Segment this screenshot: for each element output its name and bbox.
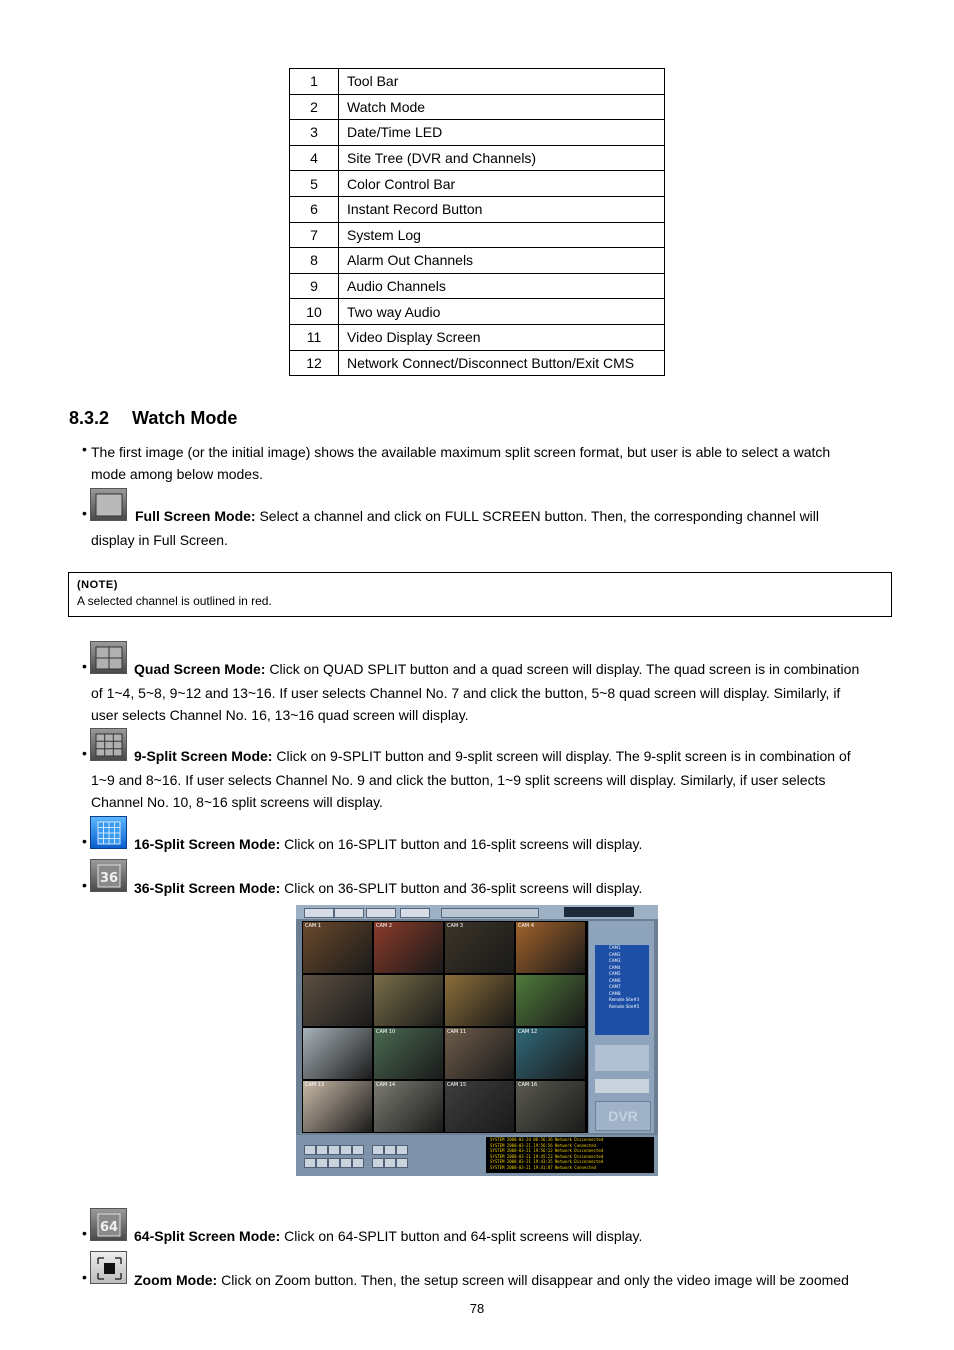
- camera-tile: [445, 975, 514, 1026]
- table-row: [290, 145, 665, 171]
- channel-key: [304, 1145, 316, 1155]
- camera-tile: [374, 1028, 443, 1079]
- row-label: Alarm Out Channels: [339, 248, 665, 274]
- channel-key: [396, 1158, 408, 1168]
- table-row: [290, 273, 665, 299]
- channel-key: [316, 1145, 328, 1155]
- nine-split-text: 9-Split Screen Mode: Click on 9-SPLIT button and 9-split screen will display. The 9-split screen is in combination of: [134, 748, 851, 764]
- note-box: [68, 572, 892, 617]
- quad-screen-icon: [90, 641, 127, 674]
- table-row: [290, 324, 665, 350]
- bullet-marker: •: [82, 877, 87, 893]
- cms-screenshot: [296, 905, 658, 1176]
- row-label: Video Display Screen: [339, 324, 665, 350]
- camera-tile: [445, 1081, 514, 1132]
- table-row: [290, 171, 665, 197]
- row-number: 8: [290, 248, 339, 274]
- dvr-logo: DVR: [595, 1101, 651, 1131]
- tree-item: Remote Site#3: [609, 997, 640, 1002]
- full-screen-text-line2: display in Full Screen.: [91, 532, 228, 548]
- table-row: [290, 299, 665, 325]
- table-row: [290, 248, 665, 274]
- sixtyfour-split-icon: [90, 1208, 127, 1241]
- channel-key: [396, 1145, 408, 1155]
- camera-label: CAM 1: [305, 923, 321, 929]
- row-label: Network Connect/Disconnect Button/Exit CMS: [339, 350, 665, 376]
- camera-tile: [516, 1028, 585, 1079]
- channel-key: [328, 1158, 340, 1168]
- camera-tile: [516, 922, 585, 973]
- intro-paragraph: [91, 441, 891, 485]
- row-label: Color Control Bar: [339, 171, 665, 197]
- video-display-screen: [302, 921, 588, 1133]
- table-row: [290, 350, 665, 376]
- note-title: (NOTE): [77, 579, 118, 591]
- toolbar-button: [304, 908, 334, 918]
- row-label: Tool Bar: [339, 69, 665, 95]
- sixteen-split-icon: [90, 816, 127, 849]
- log-entry: SYSTEM 2008-03-21 19:43:35 Network Disconnected: [490, 1159, 604, 1164]
- camera-tile: [303, 1028, 372, 1079]
- row-label: Watch Mode: [339, 94, 665, 120]
- tree-item: CAM4: [609, 964, 621, 970]
- tree-item: CAM2: [609, 951, 621, 957]
- camera-label: CAM 4: [518, 923, 534, 929]
- log-entry: SYSTEM 2008-03-24 06:56:36 Network Disconnected: [490, 1137, 604, 1142]
- camera-tile: [303, 922, 372, 973]
- row-number: 6: [290, 196, 339, 222]
- camera-tile: [516, 975, 585, 1026]
- channel-key: [372, 1158, 384, 1168]
- svg-text:64: 64: [99, 1220, 119, 1235]
- camera-tile: [303, 1081, 372, 1132]
- row-number: 10: [290, 299, 339, 325]
- channel-key: [384, 1158, 396, 1168]
- table-row: [290, 69, 665, 95]
- site-tree: [595, 945, 649, 1035]
- quad-screen-text-rest: of 1~4, 5~8, 9~12 and 13~16. If user selects Channel No. 7 and click the button, 5~8 quad screen will display. Similarly, if user selects Channel No. 16, 13~16 quad screen will display.: [91, 685, 841, 723]
- channel-key: [340, 1145, 352, 1155]
- camera-tile: [374, 975, 443, 1026]
- sixtyfour-split-text: 64-Split Screen Mode: Click on 64-SPLIT button and 64-split screens will display.: [134, 1228, 643, 1244]
- row-number: 5: [290, 171, 339, 197]
- camera-label: CAM 11: [447, 1029, 467, 1035]
- svg-text:36: 36: [99, 871, 119, 886]
- row-label: Date/Time LED: [339, 120, 665, 146]
- table-row: [290, 222, 665, 248]
- camera-tile: [445, 922, 514, 973]
- row-number: 3: [290, 120, 339, 146]
- row-number: 4: [290, 145, 339, 171]
- nine-split-text-rest: 1~9 and 8~16. If user selects Channel No. 9 and click the button, 1~9 split screens will display. Similarly, if user selects Channel No. 10, 8~16 split screens will display.: [91, 772, 826, 810]
- watch-mode-bar: [441, 908, 539, 918]
- table-row: [290, 196, 665, 222]
- intro-line: mode among below modes.: [91, 466, 263, 482]
- toolbar-button: [334, 908, 364, 918]
- bullet-marker: •: [82, 745, 87, 761]
- log-entry: SYSTEM 2008-03-21 19:41:07 Network Connected: [490, 1164, 596, 1170]
- log-entry: SYSTEM 2008-03-21 19:45:23 Network Disconnected: [490, 1153, 604, 1159]
- camera-label: CAM 16: [518, 1082, 538, 1088]
- tree-item: CAM6: [609, 977, 621, 983]
- row-number: 7: [290, 222, 339, 248]
- nine-split-icon: [90, 728, 127, 761]
- toolbar: [296, 905, 658, 919]
- camera-label: CAM 10: [376, 1029, 396, 1035]
- full-screen-icon: [90, 488, 127, 521]
- camera-label: CAM 3: [447, 923, 463, 929]
- section-heading: [69, 408, 237, 429]
- tree-item: CAM7: [609, 984, 621, 989]
- color-control-bar: [595, 1045, 649, 1071]
- row-label: Two way Audio: [339, 299, 665, 325]
- row-number: 12: [290, 350, 339, 376]
- bullet-marker: •: [82, 505, 87, 521]
- section-number: 8.3.2: [69, 408, 110, 428]
- camera-label: CAM 15: [447, 1082, 467, 1088]
- channel-key: [304, 1158, 316, 1168]
- channel-key: [384, 1145, 396, 1155]
- thirtysix-split-icon: [90, 859, 127, 892]
- row-label: Site Tree (DVR and Channels): [339, 145, 665, 171]
- bullet-marker: •: [82, 1225, 87, 1241]
- channel-key: [328, 1145, 340, 1155]
- zoom-icon: [90, 1251, 127, 1284]
- log-entry: SYSTEM 2008-03-21 19:56:12 Network Disconnected: [490, 1148, 604, 1153]
- tree-item: Remote Site#5: [609, 1003, 640, 1009]
- section-title: Watch Mode: [132, 408, 238, 428]
- row-number: 9: [290, 273, 339, 299]
- row-number: 2: [290, 94, 339, 120]
- channel-key: [316, 1158, 328, 1168]
- legend-table: [289, 68, 665, 376]
- camera-tile: [374, 922, 443, 973]
- bullet-marker: •: [82, 658, 87, 674]
- camera-label: CAM 13: [305, 1082, 325, 1088]
- toolbar-button: [400, 908, 430, 918]
- system-log: [486, 1137, 654, 1173]
- row-label: Instant Record Button: [339, 196, 665, 222]
- channel-key: [352, 1145, 364, 1155]
- side-panel: [589, 921, 654, 1133]
- row-number: 11: [290, 324, 339, 350]
- camera-tile: [516, 1081, 585, 1132]
- date-time-led: [564, 907, 634, 917]
- camera-label: CAM 2: [376, 923, 392, 929]
- channel-key: [372, 1145, 384, 1155]
- row-label: System Log: [339, 222, 665, 248]
- zoom-text: Zoom Mode: Click on Zoom button. Then, the setup screen will disappear and only the video image will be zoomed: [134, 1272, 849, 1288]
- bullet-marker: •: [82, 441, 87, 457]
- note-body: A selected channel is outlined in red.: [77, 594, 272, 608]
- tree-item: CAM5: [609, 971, 621, 976]
- quad-screen-text: Quad Screen Mode: Click on QUAD SPLIT button and a quad screen will display. The quad screen is in combination: [134, 661, 860, 677]
- channel-key: [340, 1158, 352, 1168]
- bullet-marker: •: [82, 833, 87, 849]
- bullet-marker: •: [82, 1269, 87, 1285]
- intro-line: The first image (or the initial image) shows the available maximum split screen format, but user is able to select a watch: [91, 444, 831, 460]
- tree-item: CAM3: [609, 958, 621, 963]
- camera-tile: [303, 975, 372, 1026]
- camera-label: CAM 14: [376, 1082, 396, 1088]
- thirtysix-split-text: 36-Split Screen Mode: Click on 36-SPLIT button and 36-split screens will display.: [134, 880, 643, 896]
- row-number: 1: [290, 69, 339, 95]
- instant-record-button: [595, 1079, 649, 1093]
- tree-item: CAM1: [609, 945, 621, 950]
- page-number: 78: [469, 1301, 485, 1316]
- camera-label: CAM 12: [518, 1029, 538, 1035]
- full-screen-text: Full Screen Mode: Select a channel and click on FULL SCREEN button. Then, the corresponding channel will: [135, 508, 820, 524]
- sixteen-split-text: 16-Split Screen Mode: Click on 16-SPLIT button and 16-split screens will display.: [134, 836, 643, 852]
- log-entry: SYSTEM 2008-03-21 19:56:56 Network Connected: [490, 1142, 596, 1148]
- table-row: [290, 120, 665, 146]
- toolbar-button: [366, 908, 396, 918]
- table-row: [290, 94, 665, 120]
- camera-tile: [374, 1081, 443, 1132]
- camera-tile: [445, 1028, 514, 1079]
- tree-item: CAM8: [609, 990, 621, 996]
- row-label: Audio Channels: [339, 273, 665, 299]
- channel-key: [352, 1158, 364, 1168]
